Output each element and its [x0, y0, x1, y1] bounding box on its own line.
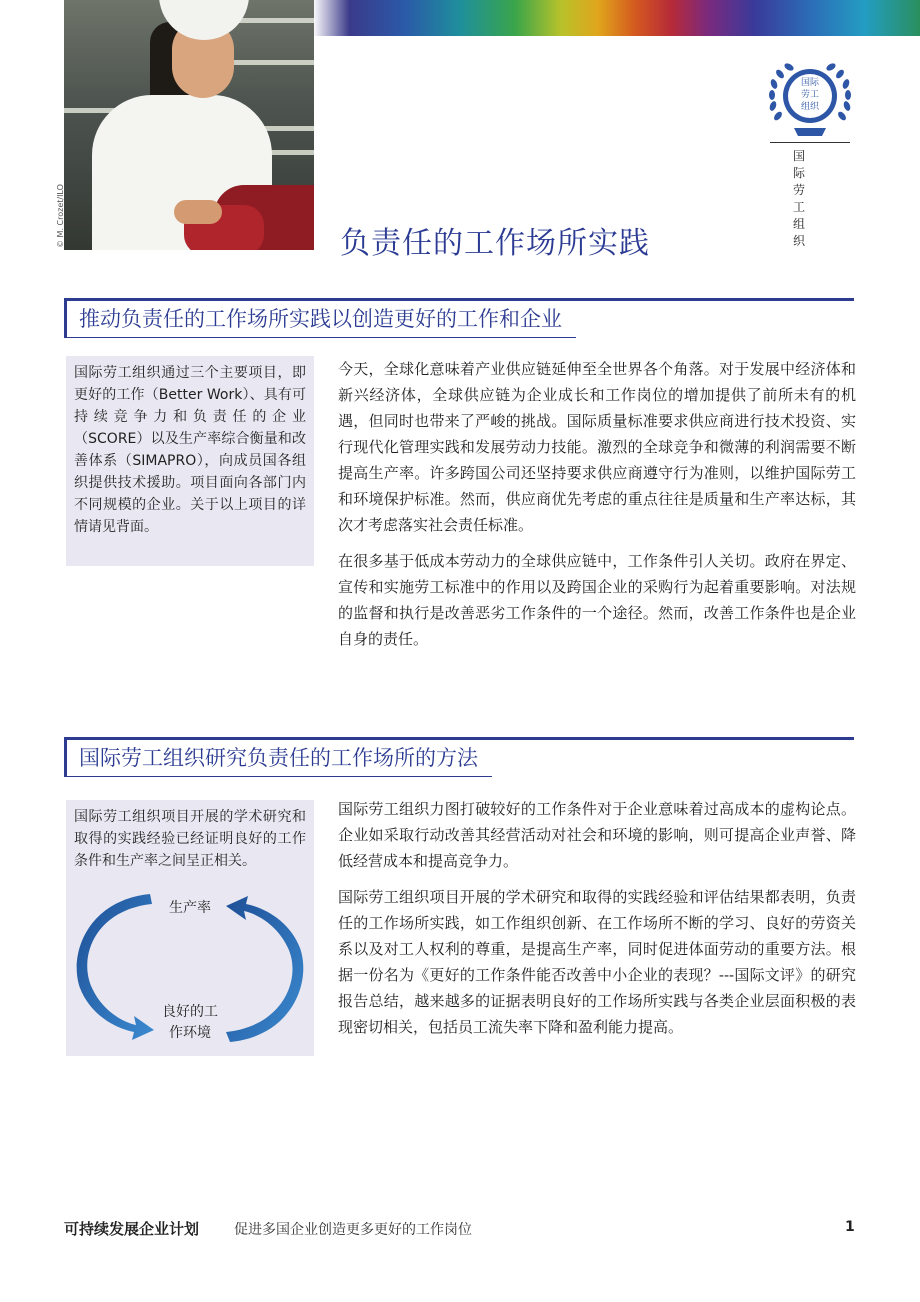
org-name-line: 组 织: [793, 217, 814, 248]
section-1-sidebar: 国际劳工组织通过三个主要项目，即更好的工作（Better Work）、具有可持续竞争力和负责任的企业（SCORE）以及生产率综合衡量和改善体系（SIMAPRO），向成员国各组织提供技术援助。项目面向各部门内不同规模的企业。关于以上项目的详情请见背面。: [66, 356, 314, 566]
ilo-logo: [764, 58, 856, 142]
section-1-body: [338, 356, 856, 662]
paragraph: 今天，全球化意味着产业供应链延伸至全世界各个角落。对于发展中经济体和新兴经济体，全球供应链为企业成长和工作岗位的增加提供了前所未有的机遇，但同时也带来了严峻的挑战。国际质量标准要求供应商进行技术投资、实行现代化管理实践和发展劳动力技能。激烈的全球竞争和微薄的利润需要不断提高生产率。许多跨国公司还坚持要求供应商遵守行为准则，以维护国际劳工和环境保护标准。然而，供应商优先考虑的重点往往是质量和生产率达标，其次才考虑落实社会责任标准。: [338, 360, 856, 534]
cycle-label-line: 良好的工: [162, 1004, 218, 1020]
org-name: [793, 148, 833, 250]
logo-text-3: 组织: [800, 102, 820, 112]
photo-credit: © M. Crozet/ILO: [56, 184, 65, 248]
right-cycle-arrow: [226, 896, 303, 1042]
paragraph: 国际劳工组织项目开展的学术研究和取得的实践经验和评估结果都表明，负责任的工作场所实践，如工作组织创新、在工作场所不断的学习、良好的劳资关系以及对工人权利的尊重，是提高生产率，同时促进体面劳动的重要方法。根据一份名为《更好的工作条件能否改善中小企业的表现？---国际文评》的研究报告总结，越来越多的证据表明良好的工作场所实践与各类企业层面积极的表现密切相关，包括员工流失率下降和盈利能力提高。: [338, 888, 856, 1036]
logo-divider: [770, 142, 850, 143]
logo-text-1: 国际: [800, 78, 820, 88]
org-name-line: 国 际: [793, 149, 814, 180]
footer-program-name: 可持续发展企业计划: [64, 1220, 200, 1238]
footer-tagline: 促进多国企业创造更多更好的工作岗位: [234, 1222, 472, 1238]
cycle-label-line: 作环境: [169, 1025, 211, 1041]
cycle-label-productivity: 生产率: [169, 900, 211, 916]
sidebar-text: 国际劳工组织项目开展的学术研究和取得的实践经验已经证明良好的工作条件和生产率之间呈正相关。: [74, 809, 306, 869]
left-cycle-arrow: [77, 894, 154, 1040]
cycle-label-working-conditions: [148, 1002, 232, 1044]
paragraph: 在很多基于低成本劳动力的全球供应链中，工作条件引人关切。政府在界定、宣传和实施劳工标准中的作用以及跨国企业的采购行为起着重要影响。对法规的监督和执行是改善恶劣工作条件的一个途径。然而，改善工作条件也是企业自身的责任。: [338, 552, 856, 648]
org-name-line: 劳 工: [793, 183, 814, 214]
header-photo: [64, 0, 314, 250]
logo-text-2: 劳工: [800, 90, 820, 100]
page-title: 负责任的工作场所实践: [340, 226, 650, 261]
section-2-heading: 国际劳工组织研究负责任的工作场所的方法: [64, 740, 492, 777]
section-1-heading: 推动负责任的工作场所实践以创造更好的工作和企业: [64, 301, 576, 338]
page-number: 1: [845, 1219, 855, 1235]
section-2-body: [338, 796, 856, 1050]
paragraph: 国际劳工组织力图打破较好的工作条件对于企业意味着过高成本的虚构论点。企业如采取行动改善其经营活动对社会和环境的影响，则可提高企业声誉、降低经营成本和提高竞争力。: [338, 800, 856, 870]
